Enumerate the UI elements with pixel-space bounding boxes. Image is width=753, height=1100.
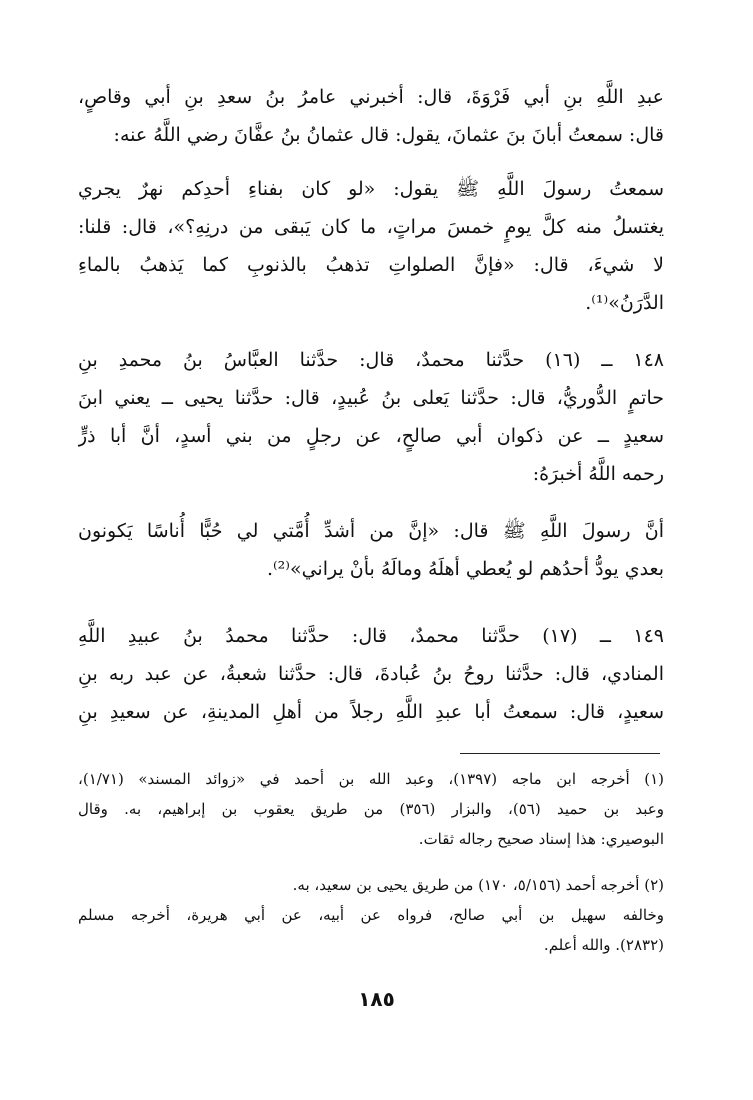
text-line: الدَّرَنُ»⁽¹⁾. [585,292,664,314]
paragraph-hadith-148-matn [78,512,664,588]
footnote-line: (١) أخرجه ابن ماجه (١٣٩٧)، وعبد الله بن أحمد في «زوائد المسند» (١/٧١)، [78,770,664,788]
text-line: لا شيءَ، قال: «فإنَّ الصلواتِ تذهبُ بالذنوبِ كما يَذهبُ بالماءِ [78,254,664,276]
text-line: عبدِ اللَّهِ بنِ أبي فَرْوَةَ، قال: أخبرني عامرُ بنُ سعدِ بنِ أبي وقاصٍ، [78,86,664,108]
text-line: حاتمٍ الدُّوريُّ، قال: حدَّثنا يَعلى بنُ عُبيدٍ، قال: حدَّثنا يحيى ــ يعني ابنَ [78,387,664,409]
footnote-line: (٢) أخرجه أحمد (٥/١٥٦، ١٧٠) من طريق يحيى بن سعيد، به. [292,876,664,894]
text-line: سعيدٍ ــ عن ذكوان أبي صالحٍ، عن رجلٍ من بني أسدٍ، أنَّ أبا ذرٍّ [78,425,664,447]
text-line: سعيدٍ، قال: سمعتُ أبا عبدِ اللَّهِ رجلاً من أهلِ المدينةِ، عن سعيدِ بنِ [78,701,664,723]
paragraph-hadith-149-isnad [78,617,664,731]
paragraph-hadith-matn [78,170,664,322]
text-line: ١٤٨ ــ (١٦) حدَّثنا محمدٌ، قال: حدَّثنا العبَّاسُ بنُ محمدِ بنِ [78,349,664,371]
text-line: قال: سمعتُ أبانَ بنَ عثمانَ، يقول: قال عثمانُ بنُ عفَّانَ رضي اللَّهُ عنه: [113,124,664,146]
footnote-line: (٢٨٣٢). والله أعلم. [543,936,664,954]
footnote-2 [78,870,664,960]
footnote-line: وخالفه سهيل بن أبي صالح، فرواه عن أبيه، عن أبي هريرة، أخرجه مسلم [78,906,664,924]
text-line: بعدي يودُّ أحدُهم لو يُعطي أهلَهُ ومالَهُ بأنْ يراني»⁽²⁾. [266,558,664,580]
footnote-line: وعبد بن حميد (٥٦)، والبزار (٣٥٦) من طريق يعقوب بن إبراهيم، به. وقال [78,800,664,818]
paragraph-hadith-148-isnad [78,341,664,493]
footnote-separator [460,753,660,754]
footnote-1 [78,764,664,854]
text-line: المنادي، قال: حدَّثنا روحُ بنُ عُبادةَ، قال: حدَّثنا شعبةُ، عن عبد ربه بنِ [78,663,664,685]
footnote-line: البوصيري: هذا إسناد صحيح رجاله ثقات. [418,830,664,848]
text-line: أنَّ رسولَ اللَّهِ ﷺ قال: «إنَّ من أشدِّ أُمَّتي لي حُبًّا أُناسًا يَكونون [78,520,664,542]
text-line: رحمه اللَّهُ أخبرَهُ: [532,463,664,485]
text-line: سمعتُ رسولَ اللَّهِ ﷺ يقول: «لو كان بفناءِ أحدِكم نهرٌ يجري [78,178,664,200]
text-line: يغتسلُ منه كلَّ يومٍ خمسَ مراتٍ، ما كان يَبقى من درنِهِ؟»، قال: قلنا: [78,216,664,238]
page-number: ١٨٥ [358,987,395,1011]
text-line: ١٤٩ ــ (١٧) حدَّثنا محمدٌ، قال: حدَّثنا محمدُ بنُ عبيدِ اللَّهِ [78,625,664,647]
paragraph-isnad-continuation [78,78,664,154]
